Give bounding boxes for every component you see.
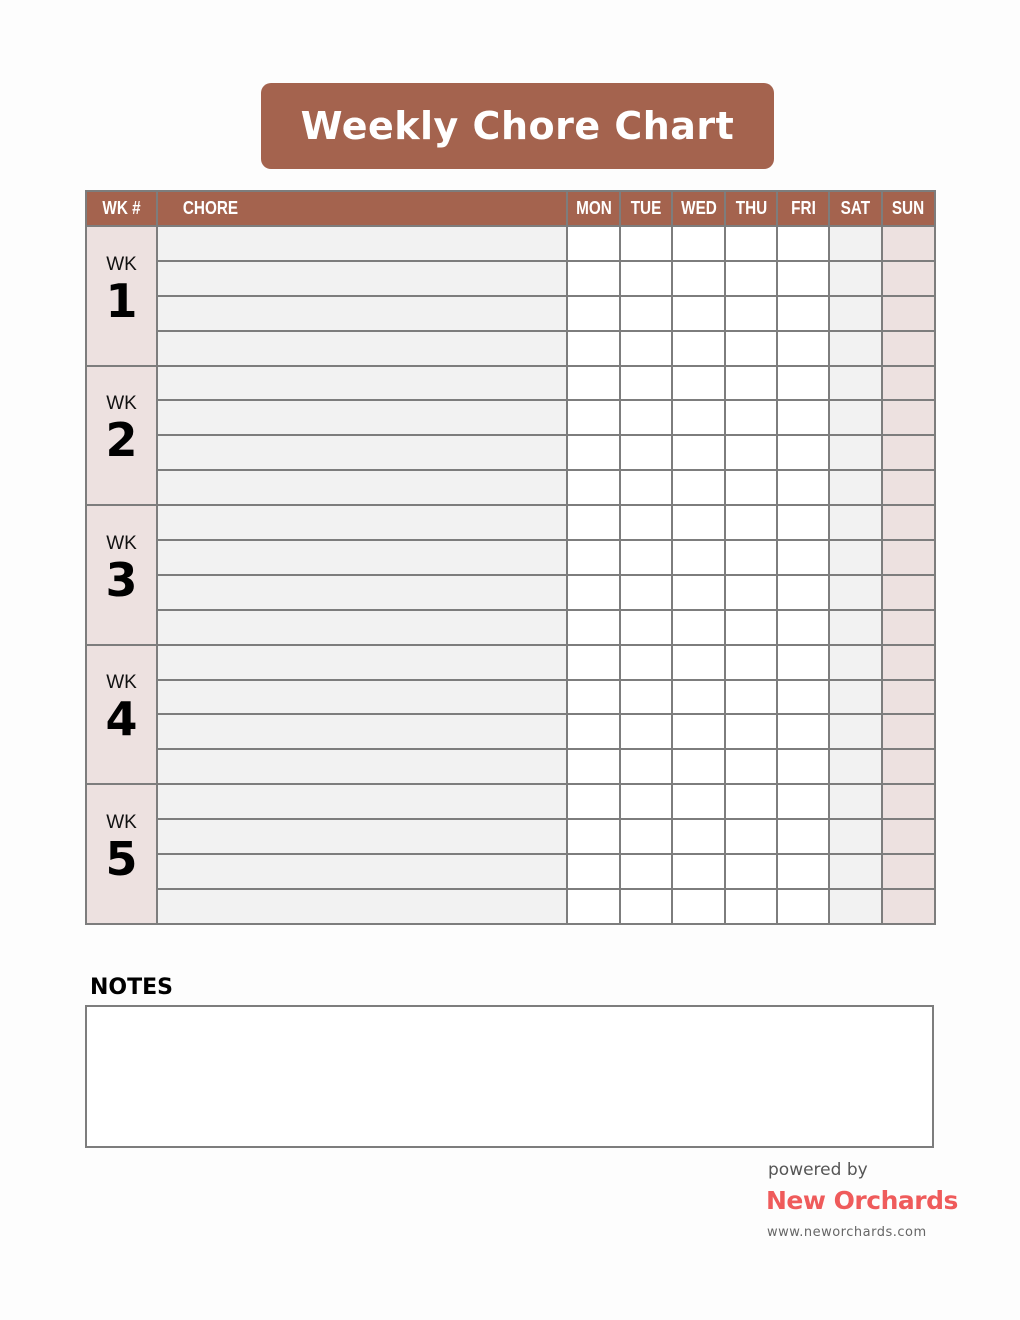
week-number: 3 xyxy=(105,552,138,607)
day-cell-thu[interactable] xyxy=(725,645,777,680)
day-cell-mon[interactable] xyxy=(567,889,620,924)
day-cell-wed[interactable] xyxy=(672,784,725,819)
header-chore: CHORE xyxy=(157,191,567,226)
day-cell-fri[interactable] xyxy=(777,366,829,401)
day-cell-wed[interactable] xyxy=(672,889,725,924)
day-cell-thu[interactable] xyxy=(725,400,777,435)
chore-cell[interactable] xyxy=(157,470,567,505)
day-cell-fri[interactable] xyxy=(777,610,829,645)
day-cell-sun[interactable] xyxy=(882,854,935,889)
week-number: 4 xyxy=(105,692,138,747)
day-cell-sun[interactable] xyxy=(882,680,935,715)
day-cell-mon[interactable] xyxy=(567,331,620,366)
chore-cell[interactable] xyxy=(157,819,567,854)
day-cell-sun[interactable] xyxy=(882,819,935,854)
day-cell-sat[interactable] xyxy=(829,680,882,715)
chore-cell[interactable] xyxy=(157,680,567,715)
table-row xyxy=(86,470,935,505)
week-label xyxy=(86,226,157,366)
day-cell-sun[interactable] xyxy=(882,610,935,645)
day-cell-thu[interactable] xyxy=(725,226,777,261)
day-cell-sun[interactable] xyxy=(882,366,935,401)
day-cell-fri[interactable] xyxy=(777,435,829,470)
day-cell-mon[interactable] xyxy=(567,296,620,331)
day-cell-sun[interactable] xyxy=(882,645,935,680)
day-cell-fri[interactable] xyxy=(777,505,829,540)
week-prefix: WK xyxy=(106,253,137,275)
day-cell-fri[interactable] xyxy=(777,749,829,784)
day-cell-thu[interactable] xyxy=(725,261,777,296)
week-label xyxy=(86,366,157,506)
chore-cell[interactable] xyxy=(157,749,567,784)
day-cell-tue[interactable] xyxy=(620,680,672,715)
day-cell-tue[interactable] xyxy=(620,610,672,645)
header-day-tue: TUE xyxy=(620,191,672,226)
day-cell-wed[interactable] xyxy=(672,575,725,610)
table-row xyxy=(86,226,935,261)
day-cell-thu[interactable] xyxy=(725,575,777,610)
week-prefix: WK xyxy=(106,532,137,554)
day-cell-tue[interactable] xyxy=(620,889,672,924)
day-cell-mon[interactable] xyxy=(567,226,620,261)
day-cell-fri[interactable] xyxy=(777,226,829,261)
table-row xyxy=(86,296,935,331)
day-cell-tue[interactable] xyxy=(620,854,672,889)
day-cell-tue[interactable] xyxy=(620,714,672,749)
page-title: Weekly Chore Chart xyxy=(261,83,774,169)
table-row xyxy=(86,575,935,610)
powered-by: powered by xyxy=(768,1160,868,1180)
day-cell-sat[interactable] xyxy=(829,749,882,784)
day-cell-mon[interactable] xyxy=(567,819,620,854)
day-cell-fri[interactable] xyxy=(777,296,829,331)
notes-label: NOTES xyxy=(90,975,173,1000)
table-row xyxy=(86,366,935,401)
day-cell-mon[interactable] xyxy=(567,470,620,505)
day-cell-wed[interactable] xyxy=(672,261,725,296)
header-day-sat: SAT xyxy=(829,191,882,226)
day-cell-sun[interactable] xyxy=(882,714,935,749)
day-cell-fri[interactable] xyxy=(777,575,829,610)
day-cell-wed[interactable] xyxy=(672,505,725,540)
day-cell-sat[interactable] xyxy=(829,540,882,575)
brand-url: www.neworchards.com xyxy=(767,1225,927,1240)
table-row xyxy=(86,854,935,889)
table-row xyxy=(86,819,935,854)
chore-cell[interactable] xyxy=(157,854,567,889)
day-cell-sun[interactable] xyxy=(882,889,935,924)
header-day-thu: THU xyxy=(725,191,777,226)
day-cell-fri[interactable] xyxy=(777,400,829,435)
day-cell-sat[interactable] xyxy=(829,889,882,924)
day-cell-sun[interactable] xyxy=(882,784,935,819)
week-prefix: WK xyxy=(106,812,137,834)
day-cell-thu[interactable] xyxy=(725,714,777,749)
table-row xyxy=(86,435,935,470)
day-cell-wed[interactable] xyxy=(672,749,725,784)
day-cell-sun[interactable] xyxy=(882,226,935,261)
day-cell-wed[interactable] xyxy=(672,331,725,366)
day-cell-wed[interactable] xyxy=(672,540,725,575)
chore-cell[interactable] xyxy=(157,889,567,924)
chore-cell[interactable] xyxy=(157,540,567,575)
week-prefix: WK xyxy=(106,393,137,415)
day-cell-mon[interactable] xyxy=(567,680,620,715)
day-cell-sat[interactable] xyxy=(829,331,882,366)
day-cell-thu[interactable] xyxy=(725,749,777,784)
day-cell-sat[interactable] xyxy=(829,575,882,610)
day-cell-fri[interactable] xyxy=(777,540,829,575)
day-cell-fri[interactable] xyxy=(777,680,829,715)
day-cell-sun[interactable] xyxy=(882,296,935,331)
chore-table xyxy=(85,190,936,925)
day-cell-thu[interactable] xyxy=(725,610,777,645)
chore-cell[interactable] xyxy=(157,645,567,680)
day-cell-thu[interactable] xyxy=(725,435,777,470)
day-cell-tue[interactable] xyxy=(620,331,672,366)
week-label xyxy=(86,505,157,645)
chore-cell[interactable] xyxy=(157,714,567,749)
chore-cell[interactable] xyxy=(157,296,567,331)
day-cell-thu[interactable] xyxy=(725,331,777,366)
week-prefix: WK xyxy=(106,672,137,694)
chore-cell[interactable] xyxy=(157,610,567,645)
day-cell-wed[interactable] xyxy=(672,610,725,645)
day-cell-sat[interactable] xyxy=(829,226,882,261)
day-cell-tue[interactable] xyxy=(620,470,672,505)
day-cell-thu[interactable] xyxy=(725,889,777,924)
day-cell-tue[interactable] xyxy=(620,366,672,401)
day-cell-sun[interactable] xyxy=(882,435,935,470)
day-cell-sat[interactable] xyxy=(829,714,882,749)
day-cell-fri[interactable] xyxy=(777,889,829,924)
table-row xyxy=(86,540,935,575)
day-cell-sat[interactable] xyxy=(829,819,882,854)
day-cell-tue[interactable] xyxy=(620,575,672,610)
day-cell-thu[interactable] xyxy=(725,540,777,575)
table-row xyxy=(86,889,935,924)
week-label xyxy=(86,645,157,785)
day-cell-sun[interactable] xyxy=(882,505,935,540)
week-number: 5 xyxy=(105,832,138,887)
table-row xyxy=(86,749,935,784)
table-row xyxy=(86,610,935,645)
day-cell-mon[interactable] xyxy=(567,261,620,296)
day-cell-mon[interactable] xyxy=(567,610,620,645)
chore-cell[interactable] xyxy=(157,505,567,540)
day-cell-tue[interactable] xyxy=(620,261,672,296)
chore-cell[interactable] xyxy=(157,331,567,366)
day-cell-mon[interactable] xyxy=(567,540,620,575)
table-row xyxy=(86,680,935,715)
header-row xyxy=(86,191,935,226)
day-cell-fri[interactable] xyxy=(777,261,829,296)
day-cell-sat[interactable] xyxy=(829,645,882,680)
day-cell-fri[interactable] xyxy=(777,470,829,505)
day-cell-wed[interactable] xyxy=(672,854,725,889)
chore-cell[interactable] xyxy=(157,784,567,819)
day-cell-mon[interactable] xyxy=(567,749,620,784)
chore-cell[interactable] xyxy=(157,226,567,261)
table-row xyxy=(86,645,935,680)
day-cell-wed[interactable] xyxy=(672,226,725,261)
day-cell-sat[interactable] xyxy=(829,505,882,540)
day-cell-mon[interactable] xyxy=(567,366,620,401)
header-day-mon: MON xyxy=(567,191,620,226)
day-cell-tue[interactable] xyxy=(620,784,672,819)
day-cell-sat[interactable] xyxy=(829,400,882,435)
day-cell-wed[interactable] xyxy=(672,714,725,749)
header-day-sun: SUN xyxy=(882,191,935,226)
day-cell-thu[interactable] xyxy=(725,819,777,854)
week-label xyxy=(86,784,157,924)
day-cell-wed[interactable] xyxy=(672,819,725,854)
day-cell-mon[interactable] xyxy=(567,435,620,470)
chore-cell[interactable] xyxy=(157,575,567,610)
day-cell-tue[interactable] xyxy=(620,749,672,784)
table-row xyxy=(86,400,935,435)
day-cell-thu[interactable] xyxy=(725,505,777,540)
day-cell-mon[interactable] xyxy=(567,575,620,610)
day-cell-fri[interactable] xyxy=(777,784,829,819)
day-cell-tue[interactable] xyxy=(620,540,672,575)
day-cell-mon[interactable] xyxy=(567,400,620,435)
day-cell-mon[interactable] xyxy=(567,645,620,680)
day-cell-fri[interactable] xyxy=(777,819,829,854)
header-wk: WK # xyxy=(86,191,157,226)
day-cell-wed[interactable] xyxy=(672,366,725,401)
table-row xyxy=(86,261,935,296)
day-cell-fri[interactable] xyxy=(777,645,829,680)
day-cell-thu[interactable] xyxy=(725,296,777,331)
day-cell-fri[interactable] xyxy=(777,854,829,889)
day-cell-wed[interactable] xyxy=(672,435,725,470)
header-day-wed: WED xyxy=(672,191,725,226)
chore-cell[interactable] xyxy=(157,400,567,435)
day-cell-tue[interactable] xyxy=(620,505,672,540)
day-cell-sun[interactable] xyxy=(882,749,935,784)
day-cell-mon[interactable] xyxy=(567,784,620,819)
table-row xyxy=(86,784,935,819)
day-cell-fri[interactable] xyxy=(777,331,829,366)
day-cell-sun[interactable] xyxy=(882,470,935,505)
day-cell-sat[interactable] xyxy=(829,366,882,401)
day-cell-tue[interactable] xyxy=(620,400,672,435)
chore-cell[interactable] xyxy=(157,366,567,401)
week-number: 2 xyxy=(105,413,138,468)
day-cell-sat[interactable] xyxy=(829,784,882,819)
table-row xyxy=(86,505,935,540)
day-cell-sun[interactable] xyxy=(882,540,935,575)
day-cell-sun[interactable] xyxy=(882,400,935,435)
chore-cell[interactable] xyxy=(157,261,567,296)
day-cell-wed[interactable] xyxy=(672,645,725,680)
day-cell-tue[interactable] xyxy=(620,296,672,331)
week-number: 1 xyxy=(105,273,138,328)
day-cell-tue[interactable] xyxy=(620,819,672,854)
day-cell-wed[interactable] xyxy=(672,400,725,435)
day-cell-mon[interactable] xyxy=(567,714,620,749)
day-cell-thu[interactable] xyxy=(725,680,777,715)
day-cell-fri[interactable] xyxy=(777,714,829,749)
day-cell-wed[interactable] xyxy=(672,680,725,715)
day-cell-sat[interactable] xyxy=(829,261,882,296)
header-day-fri: FRI xyxy=(777,191,829,226)
day-cell-tue[interactable] xyxy=(620,645,672,680)
day-cell-wed[interactable] xyxy=(672,470,725,505)
day-cell-thu[interactable] xyxy=(725,854,777,889)
day-cell-tue[interactable] xyxy=(620,226,672,261)
day-cell-thu[interactable] xyxy=(725,366,777,401)
brand-logo: New Orchards xyxy=(766,1186,958,1215)
day-cell-sat[interactable] xyxy=(829,435,882,470)
table-row xyxy=(86,714,935,749)
day-cell-sun[interactable] xyxy=(882,575,935,610)
day-cell-thu[interactable] xyxy=(725,784,777,819)
day-cell-sun[interactable] xyxy=(882,331,935,366)
day-cell-sun[interactable] xyxy=(882,261,935,296)
day-cell-thu[interactable] xyxy=(725,470,777,505)
day-cell-sat[interactable] xyxy=(829,854,882,889)
day-cell-tue[interactable] xyxy=(620,435,672,470)
day-cell-sat[interactable] xyxy=(829,470,882,505)
day-cell-wed[interactable] xyxy=(672,296,725,331)
day-cell-mon[interactable] xyxy=(567,854,620,889)
table-row xyxy=(86,331,935,366)
notes-area[interactable] xyxy=(85,1005,934,1148)
day-cell-sat[interactable] xyxy=(829,296,882,331)
chore-cell[interactable] xyxy=(157,435,567,470)
day-cell-sat[interactable] xyxy=(829,610,882,645)
day-cell-mon[interactable] xyxy=(567,505,620,540)
